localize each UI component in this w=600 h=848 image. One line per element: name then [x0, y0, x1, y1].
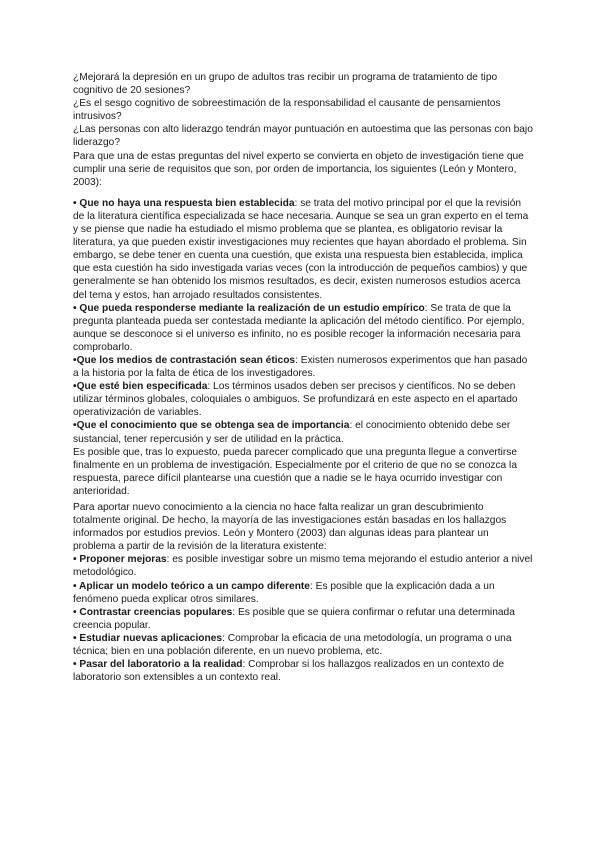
requirement-title: • Que no haya una respuesta bien establecida — [73, 197, 295, 209]
idea-item — [73, 580, 533, 606]
question-3: ¿Las personas con alto liderazgo tendrán mayor puntuación en autoestima que las personas con bajo liderazgo? — [73, 124, 533, 149]
idea-item — [73, 658, 533, 684]
requirement-item — [73, 197, 533, 302]
requirement-text: : Se trata de que la pregunta planteada pueda ser contestada mediante la aplicación del método científico. Por ejemplo, aunque se desconoce si el universo es infinito, no es posible recoger la información necesaria para comprobarlo. — [73, 302, 525, 353]
requirement-item — [73, 419, 533, 445]
document-body — [73, 71, 533, 684]
idea-title: • Pasar del laboratorio a la realidad — [73, 659, 243, 671]
requirement-text: : el conocimiento obtenido debe ser sustancial, tener repercusión y ser de utilidad en la práctica. — [73, 420, 511, 445]
requirement-title: • Que pueda responderse mediante la realización de un estudio empírico — [73, 302, 425, 314]
requirement-title: •Que los medios de contrastación sean éticos — [73, 354, 296, 366]
question-2: ¿Es el sesgo cognitivo de sobreestimación de la responsabilidad el causante de pensamientos intrusivos? — [73, 98, 501, 123]
idea-text: : Comprobar si los hallazgos realizados en un contexto de laboratorio son extensibles a un contexto real. — [73, 659, 505, 684]
spacer — [73, 189, 533, 197]
idea-title: • Contrastar creencias populares — [73, 606, 233, 618]
requirement-title: •Que esté bien especificada — [73, 381, 208, 393]
question-1: ¿Mejorará la depresión en un grupo de adultos tras recibir un programa de tratamiento de tipo cognitivo de 20 sesiones? — [73, 72, 498, 97]
paragraph-new-knowledge: Para aportar nuevo conocimiento a la ciencia no hace falta realizar un gran descubrimiento totalmente original. De hecho, la mayoría de las investigaciones están basadas en los hallazgos informados por estudios previos. León y Montero (2003) dan algunas ideas para plantear un problema a partir de la revisión de la literatura existente: — [73, 502, 507, 553]
idea-text: : Es posible que se quiera confirmar o refutar una determinada creencia popular. — [73, 606, 515, 631]
idea-text: : es posible investigar sobre un mismo tema mejorando el estudio anterior a nivel metodológico. — [73, 554, 533, 579]
idea-title: • Aplicar un modelo teórico a un campo diferente — [73, 580, 310, 592]
idea-title: • Proponer mejoras — [73, 554, 167, 566]
requirement-text: : se trata del motivo principal por el que la revisión de la literatura científica especializada se hace necesaria. Aunque se sea un gran experto en el tema y se piense que nadie ha estudiado el mismo problema que se plantea, es obligatorio revisar la literatura, ya que pueden existir investigaciones muy recientes que hayan abordado el problema. Sin embargo, se debe tener en cuenta una cuestión, que exista una respuesta bien establecida, implica que esta cuestión ha sido investigada varias veces (con la introducción de pequeños cambios) y que generalmente se han obtenido los mismos resultados, es decir, existen numerosos estudios acerca del tema y estos, han arrojado resultados consistentes. — [73, 197, 529, 301]
idea-item — [73, 606, 533, 632]
paragraph-complexity: Es posible que, tras lo expuesto, pueda parecer complicado que una pregunta llegue a convertirse finalmente en un problema de investigación. Especialmente por el criterio de que no se conozca la respuesta, parece difícil plantearse una cuestión que a nadie se le haya ocurrido investigar con anterioridad. — [73, 446, 518, 497]
intro-paragraph: Para que una de estas preguntas del nivel experto se convierta en objeto de investigación tiene que cumplir una serie de requisitos que son, por orden de importancia, los siguientes (León y Montero, 2003): — [73, 150, 524, 188]
idea-text: : Comprobar la eficacia de una metodología, un programa o una técnica; bien en una población diferente, en un nuevo problema, etc. — [73, 632, 512, 658]
idea-item — [73, 553, 533, 579]
requirement-text: : Los términos usados deben ser precisos y científicos. No se deben utilizar términos globales, coloquiales o ambiguos. Se profundizará en este aspecto en el apartado operativización de variables. — [73, 381, 518, 419]
requirement-item — [73, 380, 533, 419]
requirement-text: : Existen numerosos experimentos que han pasado a la historia por la falta de ética de los investigadores. — [73, 354, 528, 380]
requirement-item — [73, 302, 533, 354]
idea-title: • Estudiar nuevas aplicaciones — [73, 632, 223, 644]
requirement-title: •Que el conocimiento que se obtenga sea de importancia — [73, 420, 350, 432]
idea-text: : Es posible que la explicación dada a un fenómeno pueda explicar otros similares. — [73, 580, 495, 605]
idea-item — [73, 632, 533, 658]
requirement-item — [73, 354, 533, 380]
